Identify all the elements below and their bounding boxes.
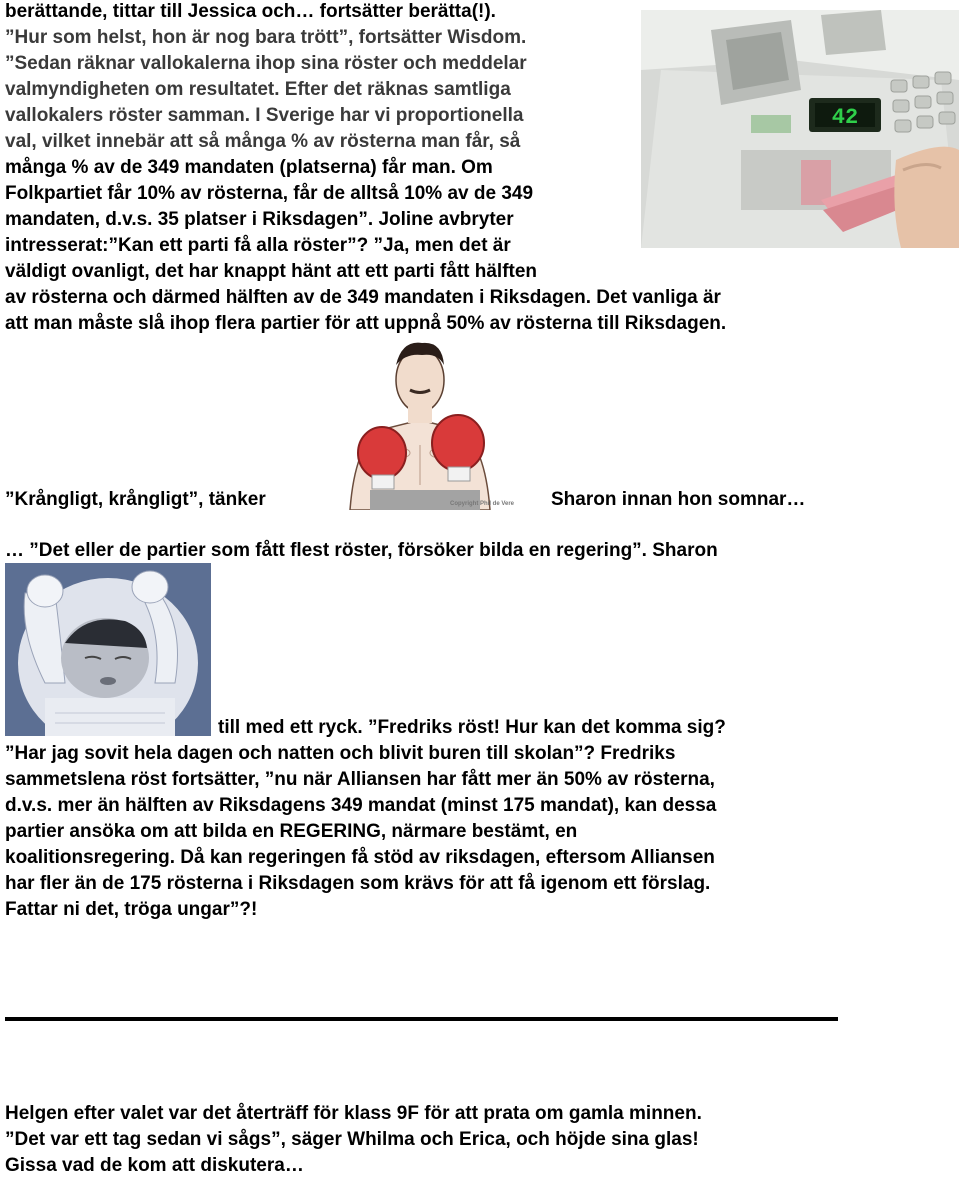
text-line: sammetslena röst fortsätter, ”nu när Alliansen har fått mer än 50% av rösterna, [5, 769, 715, 790]
boxer-illustration [310, 335, 540, 510]
text-line: intresserat:”Kan ett parti få alla röster”? ”Ja, men det är [5, 235, 511, 256]
boxer-copyright: Copyright Phil de Vere [449, 501, 515, 507]
machine-display-text: 42 [831, 105, 859, 130]
counting-machine-photo [641, 10, 959, 248]
text-line: koalitionsregering. Då kan regeringen få stöd av riksdagen, eftersom Alliansen [5, 847, 715, 868]
text-line: har fler än de 175 rösterna i Riksdagen som krävs för att få igenom ett förslag. [5, 873, 711, 894]
text-line: partier ansöka om att bilda en REGERING, närmare bestämt, en [5, 821, 578, 842]
text-line: berättande, tittar till Jessica och… fortsätter berätta(!). [5, 1, 496, 22]
baby-line: till med ett ryck. ”Fredriks röst! Hur kan det komma sig? [218, 717, 726, 738]
text-line: ”Har jag sovit hela dagen och natten och blivit buren till skolan”? Fredriks [5, 743, 676, 764]
text-line: d.v.s. mer än hälften av Riksdagens 349 mandat (minst 175 mandat), kan dessa [5, 795, 717, 816]
horizontal-rule [5, 1017, 838, 1021]
text-line: valmyndigheten om resultatet. Efter det räknas samtliga [5, 79, 511, 100]
text-line: att man måste slå ihop flera partier för att uppnå 50% av rösterna till Riksdagen. [5, 313, 727, 334]
text-line: Folkpartiet får 10% av rösterna, får de alltså 10% av de 349 [5, 183, 534, 204]
text-line: Fattar ni det, tröga ungar”?! [5, 899, 258, 920]
sharon-line: … ”Det eller de partier som fått flest röster, försöker bilda en regering”. Sharon [5, 540, 718, 561]
baby-photo [5, 563, 211, 736]
text-line: Gissa vad de kom att diskutera… [5, 1155, 304, 1176]
text-line: av rösterna och därmed hälften av de 349 mandaten i Riksdagen. Det vanliga är [5, 287, 721, 308]
text-line: ”Sedan räknar vallokalerna ihop sina röster och meddelar [5, 53, 527, 74]
text-line: mandaten, d.v.s. 35 platser i Riksdagen”. Joline avbryter [5, 209, 514, 230]
text-line: ”Hur som helst, hon är nog bara trött”, fortsätter Wisdom. [5, 27, 527, 48]
text-line: väldigt ovanligt, det har knappt hänt att ett parti fått hälften [5, 261, 538, 282]
text-line: val, vilket innebär att så många % av rösterna man får, så [5, 131, 521, 152]
text-line: Helgen efter valet var det återträff för klass 9F för att prata om gamla minnen. [5, 1103, 702, 1124]
boxer-line-right: Sharon innan hon somnar… [551, 489, 806, 510]
text-line: många % av de 349 mandaten (platserna) får man. Om [5, 157, 493, 178]
boxer-line-left: ”Krångligt, krångligt”, tänker [5, 489, 266, 510]
text-line: vallokalers röster samman. I Sverige har vi proportionella [5, 105, 524, 126]
text-line: ”Det var ett tag sedan vi sågs”, säger Whilma och Erica, och höjde sina glas! [5, 1129, 699, 1150]
